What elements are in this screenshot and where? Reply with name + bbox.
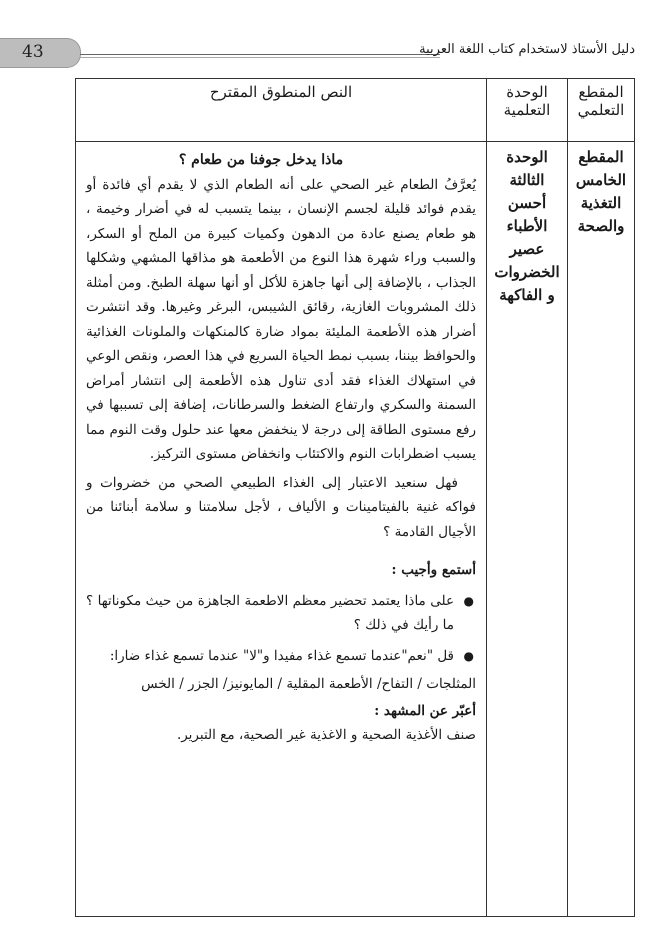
page-number: 43 bbox=[22, 42, 44, 62]
question-list bbox=[86, 589, 476, 669]
lesson-table bbox=[75, 78, 635, 917]
text-cell bbox=[76, 142, 487, 917]
running-title: دليل الأستاذ لاستخدام كتاب اللغة العربية bbox=[419, 42, 635, 57]
list-item: ● قل "نعم"عندما تسمع غذاء مفيدا و"لا" عندما تسمع غذاء ضارا: bbox=[86, 644, 476, 669]
express-text: صنف الأغذية الصحية و الاغذية غير الصحية، مع التبرير. bbox=[176, 727, 476, 743]
page-number-tab bbox=[0, 38, 81, 68]
list-item: ● على ماذا يعتمد تحضير معظم الاطعمة الجاهزة من حيث مكوناتها ؟ ما رأيك في ذلك ؟ bbox=[86, 589, 476, 638]
table-body-row bbox=[76, 142, 635, 917]
header-rule bbox=[80, 54, 440, 55]
paragraph-1: يُعرَّفُ الطعام غير الصحي على أنه الطعام الذي لا يقدم أي فائدة أو يقدم فوائد قليلة لجسم الإنسان ، بينما يتسبب له في أضرار وخيمة ، هو طعام يصنع عادة من الدهون وكميات كبيرة من الملح أو السكر، والسبب وراء شهرة هذا النوع من الأطعمة هو مذاقها المشهي وشكلها الجذاب ، بالإضافة إلى أنها جاهزة للأكل أو أنها سهلة الطبخ. ومن أمثلة ذلك المشروبات الغازية، رقائق الشيبس، البرغر وغيرها. وقد انتشرت أضرار هذه الأطعمة المليئة بمواد ضارة كالمنكهات والملونات الغذائية والحوافظ بيننا، بسبب نمط الحياة السريع في هذا العصر، ونقص الوعي في استهلاك الغذاء فقد أدى تناول هذه الأطعمة إلى انتشار أمراض السمنة والسكري وارتفاع الضغط والسرطانات، إضافة إلى تسببها في رفع مستوى الطاقة إلى درجة لا ينخفض معها عند حلول وقت النوم مما يسبب اضطرابات النوم والاكتئاب وانخفاض مستوى التركيز. bbox=[86, 176, 476, 462]
header-text: النص المنطوق المقترح bbox=[76, 79, 487, 142]
paragraph-2: فهل سنعيد الاعتبار إلى الغذاء الطبيعي الصحي من خضروات و فواكه غنية بالفيتامينات و الألياف ، لأجل سلامتنا و سلامة أبنائنا من الأجيال القادمة ؟ bbox=[86, 474, 476, 540]
segment-cell: المقطع الخامس التغذية والصحة bbox=[568, 142, 635, 917]
page-header bbox=[0, 38, 661, 68]
table-header-row bbox=[76, 79, 635, 142]
listen-heading: أستمع وأجيب : bbox=[391, 562, 476, 578]
header-rule-secondary bbox=[80, 57, 440, 58]
header-segment: المقطع التعلمي bbox=[568, 79, 635, 142]
express-heading: أعبّر عن المشهد : bbox=[374, 702, 476, 719]
text-title: ماذا يدخل جوفنا من طعام ؟ bbox=[178, 152, 344, 168]
word-list: المثلجات / التفاح/ الأطعمة المقلية / المايونيز/ الجزر / الخس bbox=[141, 676, 476, 692]
header-unit: الوحدة التعلمية bbox=[487, 79, 568, 142]
unit-cell: الوحدة الثالثة أحسن الأطباء عصير الخضروات و الفاكهة bbox=[487, 142, 568, 917]
